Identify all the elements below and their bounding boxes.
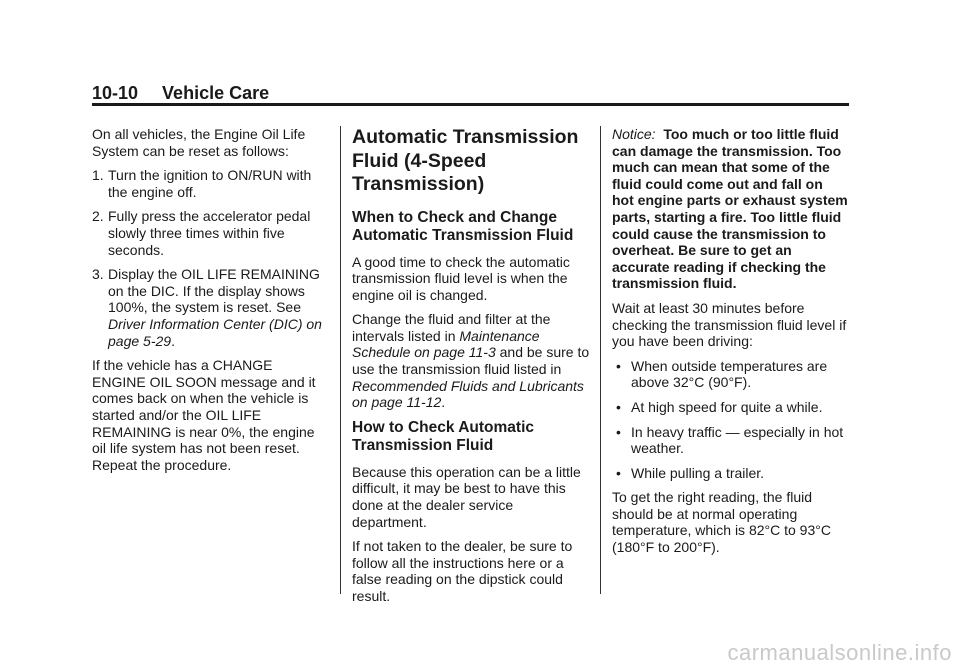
column-2 bbox=[352, 126, 590, 613]
when-paragraph-2 bbox=[352, 311, 590, 411]
notice-text: Too much or too little fluid can damage the transmission. Too much can mean that some of the fluid could come out and fall on hot engine parts or exhaust system parts, starting a fire. Too little fluid could cause the transmission to overheat. Be sure to get an accurate reading if checking the transmission fluid. bbox=[612, 126, 848, 292]
list-item-text: When outside temperatures are above 32°C (90°F). bbox=[631, 357, 828, 391]
column-divider bbox=[340, 126, 341, 594]
list-item bbox=[612, 399, 848, 416]
bullet-icon: • bbox=[616, 423, 621, 440]
column-divider bbox=[600, 126, 601, 594]
step-text: Fully press the accelerator pedal slowly three times within five seconds. bbox=[108, 208, 311, 258]
watermark: carmanualsonline.info bbox=[727, 640, 952, 665]
list-item-text: In heavy traffic — especially in hot weather. bbox=[631, 423, 844, 457]
step-number: 3. bbox=[92, 266, 104, 283]
bullet-icon: • bbox=[616, 357, 621, 374]
wait-paragraph: Wait at least 30 minutes before checking the transmission fluid level if you have been driving: bbox=[612, 299, 847, 350]
list-item bbox=[612, 465, 848, 482]
maintenance-schedule-link[interactable]: Maintenance Schedule on page 11-3 bbox=[352, 327, 540, 361]
text-part: and be sure to use the transmission fluid listed in bbox=[352, 344, 590, 378]
section-title: Vehicle Care bbox=[162, 83, 270, 103]
section-heading: Automatic Transmission Fluid (4-Speed Transmission) bbox=[352, 126, 579, 195]
header-rule bbox=[92, 103, 849, 106]
bullet-icon: • bbox=[616, 398, 621, 415]
step-number: 2. bbox=[92, 208, 104, 225]
text-part: Change the fluid and filter at the intervals listed in bbox=[352, 311, 551, 344]
how-paragraph-1: Because this operation can be a little difficult, it may be best to have this done at the dealer service department. bbox=[352, 463, 581, 530]
list-item bbox=[612, 424, 848, 457]
step-text-part: Display the OIL LIFE REMAINING on the DIC. If the display shows 100%, the system is reset. See bbox=[108, 266, 320, 316]
step-text-part: . bbox=[171, 332, 175, 349]
list-item-text: While pulling a trailer. bbox=[631, 464, 765, 481]
column-3 bbox=[612, 126, 848, 564]
page-header bbox=[92, 83, 269, 104]
reset-intro: On all vehicles, the Engine Oil Life System can be reset as follows: bbox=[92, 126, 306, 159]
text-part: . bbox=[441, 394, 446, 411]
step-item bbox=[92, 266, 330, 349]
column-1 bbox=[92, 126, 330, 481]
reset-outro: If the vehicle has a CHANGE ENGINE OIL SOON message and it comes back on when the vehicle is started and/or the OIL LIFE REMAINING is near 0%, the engine oil life system has not been reset. Repeat the procedure. bbox=[92, 357, 316, 473]
step-item bbox=[92, 208, 330, 258]
step-text: Turn the ignition to ON/RUN with the engine off. bbox=[108, 167, 312, 200]
recommended-fluids-link[interactable]: Recommended Fluids and Lubricants on page 11-12 bbox=[352, 377, 584, 411]
dic-page-link[interactable]: Driver Information Center (DIC) on page 5-29 bbox=[108, 315, 322, 349]
notice-label: Notice: bbox=[612, 126, 656, 142]
notice-block bbox=[612, 126, 848, 292]
when-paragraph-1: A good time to check the automatic transmission fluid level is when the engine oil is changed. bbox=[352, 253, 570, 303]
subsection-heading-when: When to Check and Change Automatic Transmission Fluid bbox=[352, 208, 574, 244]
list-item-text: At high speed for quite a while. bbox=[631, 398, 823, 415]
step-item bbox=[92, 167, 330, 200]
how-paragraph-2: If not taken to the dealer, be sure to follow all the instructions here or a false reading on the dipstick could result. bbox=[352, 538, 573, 604]
list-item bbox=[612, 358, 848, 391]
step-text bbox=[108, 266, 330, 349]
page-number: 10-10 bbox=[92, 83, 139, 103]
bullet-icon: • bbox=[616, 464, 621, 481]
subsection-heading-how: How to Check Automatic Transmission Fluid bbox=[352, 418, 534, 455]
step-number: 1. bbox=[92, 167, 104, 184]
closing-paragraph: To get the right reading, the fluid should be at normal operating temperature, which is 82°C to 93°C (180°F to 200°F). bbox=[612, 489, 831, 556]
